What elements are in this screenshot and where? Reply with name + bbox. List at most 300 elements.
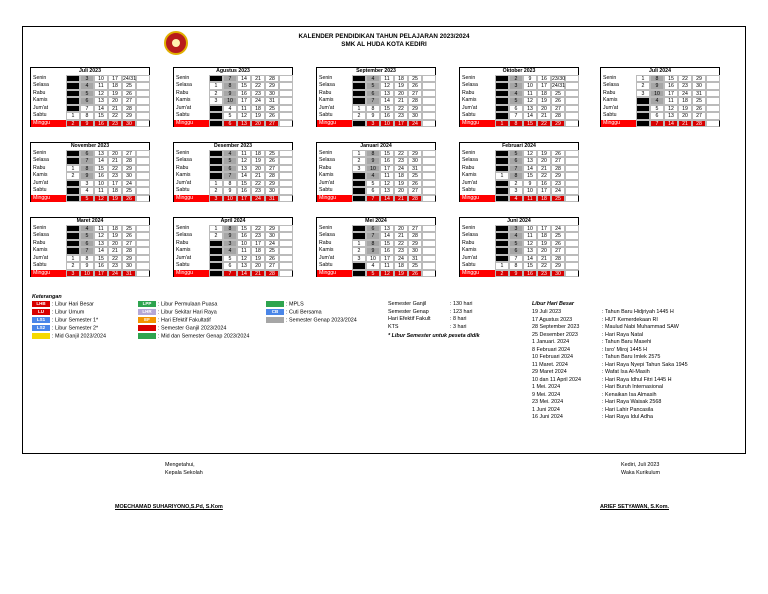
day-cell [565, 247, 579, 255]
legend-col-2 [138, 301, 249, 341]
day-cell: 31 [122, 270, 136, 278]
day-cell: 16 [237, 187, 251, 195]
day-cell: 21 [537, 255, 551, 263]
day-cell [279, 165, 293, 173]
day-cell [636, 112, 650, 120]
holiday-name: : Hari Raya Waisak 2568 [602, 399, 662, 405]
day-cell [352, 82, 366, 90]
day-cell: 12 [523, 97, 537, 105]
day-cell: 29 [122, 112, 136, 120]
day-label: Kamis [459, 247, 495, 255]
day-cell: 6 [650, 112, 664, 120]
holiday-list [532, 309, 688, 422]
day-cell: 4 [223, 150, 237, 158]
day-cell: 16 [380, 247, 394, 255]
day-label: Sabtu [316, 112, 352, 120]
day-cell: 1 [209, 180, 223, 188]
day-cell: 15 [380, 150, 394, 158]
day-label: Sabtu [173, 187, 209, 195]
legend-item [266, 309, 357, 317]
day-label: Jum'at [30, 255, 66, 263]
holiday-date: 19 Juli 2023 [532, 309, 562, 315]
day-cell [352, 187, 366, 195]
day-cell: 13 [94, 240, 108, 248]
day-cell: 8 [223, 225, 237, 233]
day-cell [209, 120, 223, 128]
day-cell: 22 [394, 240, 408, 248]
day-label: Senin [459, 225, 495, 233]
day-cell: 29 [551, 120, 565, 128]
legend-text: : Libur Permulaan Puasa [158, 301, 218, 308]
legend-swatch: EF [138, 317, 156, 323]
day-cell [706, 90, 720, 98]
day-cell: 16 [523, 270, 537, 278]
day-cell: 12 [237, 112, 251, 120]
day-cell: 16 [94, 262, 108, 270]
day-cell: 24 [108, 270, 122, 278]
day-cell: 26 [551, 97, 565, 105]
day-cell [279, 225, 293, 233]
day-cell: 11 [94, 82, 108, 90]
day-cell [422, 157, 436, 165]
day-cell: 26 [265, 112, 279, 120]
day-cell: 2 [352, 112, 366, 120]
holiday-row [532, 384, 688, 392]
semester-label: KTS [388, 323, 399, 330]
day-cell: 7 [509, 255, 523, 263]
day-label: Minggu [459, 120, 495, 128]
legend-item [32, 309, 106, 317]
day-label: Jum'at [30, 105, 66, 113]
day-cell [209, 255, 223, 263]
holiday-name: : Hari Buruh Internasional [602, 384, 664, 390]
day-label: Selasa [30, 82, 66, 90]
month-title: Juni 2024 [459, 217, 579, 225]
sign-left-line1: Mengetahui, [165, 462, 195, 468]
day-cell: 18 [251, 150, 265, 158]
day-cell: 8 [509, 172, 523, 180]
day-cell [209, 112, 223, 120]
day-cell: 22 [537, 262, 551, 270]
day-cell: 8 [509, 120, 523, 128]
legend-item [32, 325, 106, 333]
day-cell: 4 [366, 75, 380, 83]
legend-text: : MPLS [286, 301, 304, 308]
day-cell: 2 [66, 172, 80, 180]
day-cell: 25 [265, 247, 279, 255]
day-cell: 19 [251, 255, 265, 263]
day-cell [66, 247, 80, 255]
holiday-name: : Hari Raya Nyepi Tahun Saka 1945 [602, 361, 688, 368]
day-cell: 1 [209, 82, 223, 90]
day-cell: 5 [80, 195, 94, 203]
day-cell: 23/30 [552, 75, 565, 82]
day-cell: 2 [509, 75, 523, 83]
day-cell: 11 [664, 97, 678, 105]
day-cell: 29 [551, 262, 565, 270]
day-cell: 7 [223, 75, 237, 83]
day-cell: 14 [523, 112, 537, 120]
day-cell: 4 [366, 172, 380, 180]
day-label: Rabu [30, 240, 66, 248]
holiday-date: 1 Januari. 2024 [532, 339, 570, 345]
day-cell: 27 [692, 112, 706, 120]
day-cell: 25 [408, 172, 422, 180]
day-cell [279, 112, 293, 120]
day-cell: 20 [108, 150, 122, 158]
day-label: Senin [316, 75, 352, 83]
holiday-name: : Maulud Nabi Muhammad SAW [602, 324, 679, 330]
day-cell: 19 [394, 270, 408, 278]
day-cell: 4 [223, 247, 237, 255]
day-cell: 7 [223, 172, 237, 180]
day-cell: 23 [394, 247, 408, 255]
legend-swatch: LPP [138, 301, 156, 307]
day-cell: 27 [265, 120, 279, 128]
day-cell [706, 97, 720, 105]
day-label: Minggu [30, 195, 66, 203]
sign-right-line1: Kediri, Juli 2023 [621, 462, 660, 468]
day-cell: 29 [692, 75, 706, 83]
day-cell: 7 [80, 105, 94, 113]
legend-item [138, 301, 249, 309]
day-cell: 29 [265, 82, 279, 90]
day-cell: 5 [509, 97, 523, 105]
day-cell: 27 [265, 262, 279, 270]
day-cell [209, 105, 223, 113]
day-cell: 8 [509, 262, 523, 270]
day-cell: 12 [523, 240, 537, 248]
day-cell: 10 [366, 255, 380, 263]
day-cell: 2 [209, 187, 223, 195]
month-title: Maret 2024 [30, 217, 150, 225]
day-label: Selasa [173, 157, 209, 165]
school-name: SMK AL HUDA KOTA KEDIRI [341, 41, 427, 48]
day-cell [495, 240, 509, 248]
day-cell [422, 195, 436, 203]
day-cell: 11 [380, 262, 394, 270]
day-cell: 22 [108, 112, 122, 120]
day-label: Sabtu [600, 112, 636, 120]
day-label: Jum'at [459, 105, 495, 113]
legend-swatch: LS1 [32, 317, 50, 323]
day-cell: 20 [537, 105, 551, 113]
day-label: Selasa [173, 232, 209, 240]
legend-swatch: CB [266, 309, 284, 315]
holiday-date: 10 Februari 2024 [532, 354, 574, 360]
day-cell [352, 75, 366, 83]
holiday-date: 28 September 2023 [532, 324, 580, 330]
day-cell: 3 [509, 187, 523, 195]
legend-swatch: LS2 [32, 325, 50, 331]
day-cell: 15 [380, 240, 394, 248]
day-cell: 1 [352, 105, 366, 113]
day-cell: 16 [94, 172, 108, 180]
day-cell: 24 [408, 120, 422, 128]
day-label: Selasa [30, 232, 66, 240]
day-cell: 24 [678, 90, 692, 98]
day-cell: 23 [394, 157, 408, 165]
day-cell: 14 [664, 120, 678, 128]
day-cell: 3 [366, 120, 380, 128]
day-cell: 2 [66, 120, 80, 128]
day-cell: 16 [537, 75, 551, 83]
day-cell [136, 105, 150, 113]
day-cell: 3 [509, 82, 523, 90]
day-cell: 24 [551, 225, 565, 233]
day-cell: 2 [352, 247, 366, 255]
day-cell: 23 [108, 262, 122, 270]
day-cell: 28 [408, 97, 422, 105]
day-label: Jum'at [600, 105, 636, 113]
day-cell: 13 [380, 90, 394, 98]
month-11 [316, 217, 436, 277]
day-cell: 13 [380, 187, 394, 195]
holiday-name: : Kenaikan Isa Almasih [602, 391, 657, 398]
day-cell: 20 [537, 247, 551, 255]
day-cell: 23 [537, 270, 551, 278]
day-cell: 24 [394, 255, 408, 263]
day-cell: 7 [366, 97, 380, 105]
day-cell: 26 [408, 180, 422, 188]
day-cell [66, 90, 80, 98]
semester-value: : 123 hari [450, 308, 473, 315]
day-cell: 5 [223, 255, 237, 263]
day-cell: 20 [678, 112, 692, 120]
day-cell [422, 82, 436, 90]
day-cell: 10 [223, 195, 237, 203]
day-cell: 18 [537, 232, 551, 240]
day-cell [136, 225, 150, 233]
day-cell: 17 [664, 90, 678, 98]
legend-item [266, 317, 357, 325]
day-cell [565, 150, 579, 158]
day-cell: 10 [223, 97, 237, 105]
day-cell: 12 [380, 270, 394, 278]
day-cell: 30 [408, 112, 422, 120]
day-cell [279, 247, 293, 255]
day-cell: 5 [223, 157, 237, 165]
day-cell: 17 [394, 120, 408, 128]
day-label: Minggu [30, 120, 66, 128]
legend-swatch [266, 301, 284, 307]
day-cell: 12 [523, 150, 537, 158]
day-cell [209, 270, 223, 278]
day-cell: 2 [636, 82, 650, 90]
day-cell: 9 [223, 187, 237, 195]
day-cell [636, 97, 650, 105]
day-cell: 18 [251, 247, 265, 255]
day-cell: 6 [80, 97, 94, 105]
day-cell: 14 [380, 195, 394, 203]
day-cell [209, 150, 223, 158]
day-cell: 22 [108, 255, 122, 263]
day-cell: 29 [265, 180, 279, 188]
legend-item [32, 301, 106, 309]
day-cell [565, 270, 579, 278]
day-cell: 23 [108, 172, 122, 180]
day-cell: 9 [366, 247, 380, 255]
day-cell: 14 [523, 255, 537, 263]
day-cell [352, 180, 366, 188]
day-cell: 3 [66, 270, 80, 278]
day-cell: 15 [523, 172, 537, 180]
day-cell: 1 [636, 75, 650, 83]
day-cell [422, 172, 436, 180]
day-cell: 27 [551, 157, 565, 165]
holiday-row [532, 324, 688, 332]
day-cell: 14 [94, 157, 108, 165]
day-cell: 8 [366, 240, 380, 248]
calendar-title: KALENDER PENDIDIKAN TAHUN PELAJARAN 2023/2024 [298, 33, 470, 40]
month-title: Februari 2024 [459, 142, 579, 150]
day-cell [136, 187, 150, 195]
legend-item [138, 317, 249, 325]
day-cell: 20 [394, 225, 408, 233]
day-cell: 11 [523, 232, 537, 240]
month-7 [316, 142, 436, 202]
sign-right-name: ARIEF SETYAWAN, S.Kom. [600, 504, 669, 510]
day-cell: 30 [408, 247, 422, 255]
day-cell: 7 [366, 195, 380, 203]
day-cell [66, 240, 80, 248]
day-cell: 14 [94, 105, 108, 113]
day-label: Minggu [459, 195, 495, 203]
day-label: Minggu [316, 120, 352, 128]
day-cell: 17 [108, 75, 122, 83]
day-label: Minggu [316, 195, 352, 203]
day-cell: 13 [94, 150, 108, 158]
day-cell: 21 [537, 112, 551, 120]
day-cell: 30 [122, 120, 136, 128]
day-label: Rabu [30, 165, 66, 173]
day-cell [495, 255, 509, 263]
day-cell: 7 [509, 165, 523, 173]
day-label: Sabtu [316, 262, 352, 270]
day-label: Kamis [30, 247, 66, 255]
day-cell: 6 [223, 262, 237, 270]
day-cell [565, 232, 579, 240]
day-cell: 5 [509, 150, 523, 158]
holiday-name: : Hari Lahir Pancasila [602, 406, 654, 413]
month-title: Agustus 2023 [173, 67, 293, 75]
month-title: Juli 2023 [30, 67, 150, 75]
holiday-row [532, 399, 688, 407]
day-cell [279, 90, 293, 98]
day-cell: 25 [551, 232, 565, 240]
day-cell [565, 262, 579, 270]
day-cell: 15 [380, 105, 394, 113]
day-cell: 25 [692, 97, 706, 105]
day-cell: 16 [380, 112, 394, 120]
day-label: Kamis [30, 172, 66, 180]
day-cell: 11 [523, 195, 537, 203]
day-cell: 9 [80, 172, 94, 180]
legend-text: : Libur Sekitar Hari Raya [158, 309, 217, 316]
day-label: Selasa [600, 82, 636, 90]
day-cell: 1 [352, 150, 366, 158]
day-cell: 29 [408, 150, 422, 158]
day-cell: 3 [209, 97, 223, 105]
legend-text: : Libur Umum [52, 309, 85, 316]
day-cell: 27 [122, 240, 136, 248]
day-label: Sabtu [459, 187, 495, 195]
day-cell: 10 [523, 225, 537, 233]
day-cell: 17 [237, 195, 251, 203]
day-cell: 14 [94, 247, 108, 255]
day-cell: 13 [523, 247, 537, 255]
day-cell [136, 195, 150, 203]
day-cell: 26 [265, 157, 279, 165]
legend-swatch [32, 333, 50, 339]
day-cell [279, 262, 293, 270]
day-cell: 18 [108, 187, 122, 195]
day-cell [66, 82, 80, 90]
day-cell: 22 [251, 180, 265, 188]
day-label: Senin [316, 225, 352, 233]
day-cell: 15 [94, 165, 108, 173]
day-label: Selasa [316, 82, 352, 90]
day-cell: 28 [122, 157, 136, 165]
day-cell [495, 112, 509, 120]
day-cell: 21 [394, 195, 408, 203]
day-cell: 6 [366, 90, 380, 98]
day-cell: 7 [80, 247, 94, 255]
day-label: Selasa [30, 157, 66, 165]
day-cell: 9 [650, 82, 664, 90]
sign-left-name: MOECHAMAD SUHARIYONO,S.Pd, S.Kom [115, 504, 223, 510]
holiday-date: 1 Juni 2024 [532, 406, 560, 413]
day-cell [66, 105, 80, 113]
day-cell: 2 [209, 90, 223, 98]
legend-swatch [266, 317, 284, 323]
day-cell: 12 [94, 90, 108, 98]
day-cell: 6 [509, 157, 523, 165]
day-cell: 10 [650, 90, 664, 98]
day-cell [209, 157, 223, 165]
day-label: Kamis [459, 97, 495, 105]
semester-value: : 8 hari [450, 316, 467, 322]
month-10 [173, 217, 293, 277]
day-cell [495, 165, 509, 173]
day-label: Rabu [316, 90, 352, 98]
day-cell: 17 [108, 180, 122, 188]
semester-value: : 130 hari [450, 301, 473, 307]
day-cell [422, 270, 436, 278]
day-cell [66, 232, 80, 240]
day-cell [565, 195, 579, 203]
day-cell: 19 [537, 150, 551, 158]
day-cell: 21 [394, 97, 408, 105]
day-cell [279, 180, 293, 188]
holiday-date: 1 Mei. 2024 [532, 384, 561, 390]
month-12 [459, 217, 579, 277]
holiday-date: 25 Desember 2023 [532, 331, 578, 338]
day-cell [352, 97, 366, 105]
semester-info [388, 301, 472, 331]
day-cell: 26 [692, 105, 706, 113]
day-cell: 26 [551, 150, 565, 158]
day-cell: 25 [551, 90, 565, 98]
day-cell: 8 [80, 112, 94, 120]
day-cell: 5 [366, 270, 380, 278]
day-cell: 14 [237, 75, 251, 83]
day-label: Minggu [173, 195, 209, 203]
day-label: Kamis [316, 97, 352, 105]
legend-item [138, 309, 249, 317]
day-cell: 20 [251, 165, 265, 173]
day-cell: 28 [408, 232, 422, 240]
